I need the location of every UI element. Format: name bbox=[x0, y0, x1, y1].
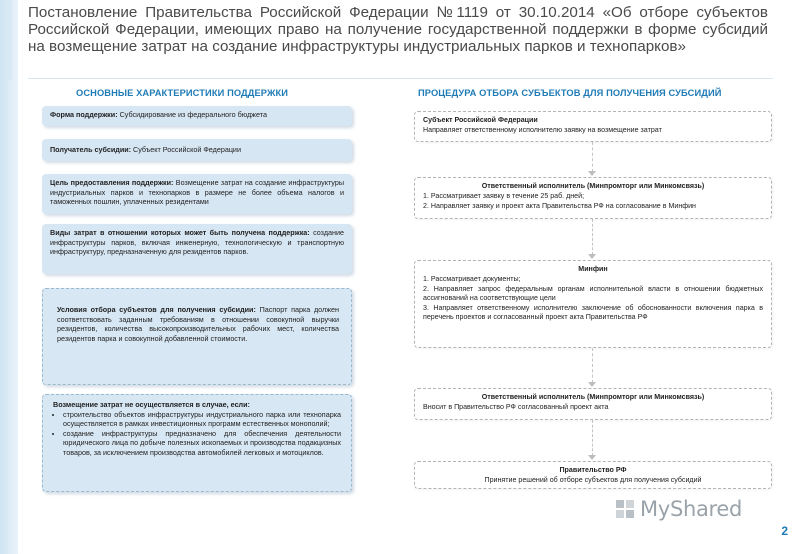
exclusion-item: • создание инфраструктуры предназначено для обеспечения деятельности юридического лица по добыче полезных ископаемых и производства подакцизных товаров, за исключением производства автомобилей легковых и мотоциклов. bbox=[63, 429, 341, 458]
myshared-logo-icon bbox=[616, 500, 634, 518]
step-box-minfin bbox=[414, 260, 772, 348]
flow-arrow-icon bbox=[588, 254, 596, 259]
step-box-executor-2 bbox=[414, 388, 772, 420]
step-item: 2. Направляет запрос федеральным органам исполнительной власти в отношении бюджетных ассигнований на соответствующие цели bbox=[423, 284, 763, 303]
flow-connector bbox=[592, 219, 593, 255]
flow-arrow-icon bbox=[588, 382, 596, 387]
conditions-text: Паспорт парка должен соответствовать заданным требованиям в отношении совокупной выручки резидентов, количества высокопроизводительных рабочих мест, количества резидентов парка и совокупной добавленной стоимости. bbox=[57, 305, 339, 343]
support-form-label: Форма поддержки: bbox=[50, 110, 118, 119]
step-title: Ответственный исполнитель (Минпромторг или Минкомсвязь) bbox=[481, 182, 705, 190]
support-form-text: Субсидирование из федерального бюджета bbox=[117, 110, 267, 119]
step-title: Субъект Российской Федерации bbox=[423, 116, 538, 124]
flow-connector bbox=[592, 420, 593, 456]
exclusions-box bbox=[42, 394, 352, 492]
recipient-label: Получатель субсидии: bbox=[50, 145, 132, 154]
flow-arrow-icon bbox=[588, 455, 596, 460]
step-item: Принятие решений об отборе субъектов для получения субсидий bbox=[484, 476, 702, 485]
cost-types-box bbox=[42, 224, 352, 274]
step-item: Вносит в Правительство РФ согласованный проект акта bbox=[423, 403, 609, 412]
exclusion-item: • строительство объектов инфраструктуры индустриального парка или технопарка осуществляется в рамках инвестиционных программ естественных монополий; bbox=[63, 410, 341, 429]
step-box-executor-1 bbox=[414, 177, 772, 219]
goal-text: Возмещение затрат на создание инфраструктуры индустриальных парков и технопарков в размере не более объема налогов и таможенных пошлин, уплаченных резидентами bbox=[50, 178, 344, 207]
right-section-heading: ПРОЦЕДУРА ОТБОРА СУБЪЕКТОВ ДЛЯ ПОЛУЧЕНИЯ СУБСИДИЙ bbox=[418, 88, 722, 98]
step-title: Минфин bbox=[578, 265, 608, 273]
flow-arrow-icon bbox=[588, 171, 596, 176]
page-number: 2 bbox=[781, 524, 788, 538]
step-item: 3. Направляет ответственному исполнителю заключение об обоснованности включения парка в перечень проектов и согласованный проект акта Правительства РФ bbox=[423, 303, 763, 322]
exclusions-label: Возмещение затрат не осуществляется в случае, если: bbox=[53, 400, 250, 409]
left-decor-bar bbox=[0, 0, 18, 554]
myshared-logo bbox=[616, 494, 742, 524]
support-form-box bbox=[42, 106, 352, 126]
recipient-box bbox=[42, 139, 352, 161]
step-item: Направляет ответственному исполнителю заявку на возмещение затрат bbox=[423, 126, 662, 135]
recipient-text: Субъект Российской Федерации bbox=[131, 145, 241, 154]
exclusions-list bbox=[53, 410, 341, 458]
flow-connector bbox=[592, 142, 593, 172]
step-title: Ответственный исполнитель (Минпромторг или Минкомсвязь) bbox=[481, 393, 705, 401]
cost-types-text: создание инфраструктуры парков, включая инженерную, технологическую и транспортную инфраструктуру, предназначенную для резидентов парков. bbox=[50, 228, 344, 257]
goal-box bbox=[42, 174, 352, 214]
conditions-label: Условия отбора субъектов для получения субсидии: bbox=[57, 305, 256, 314]
flow-connector bbox=[592, 348, 593, 383]
step-item: 2. Направляет заявку и проект акта Правительства РФ на согласование в Минфин bbox=[423, 201, 696, 210]
step-title: Правительство РФ bbox=[559, 466, 627, 474]
step-item: 1. Рассматривает документы; bbox=[423, 275, 521, 284]
goal-label: Цель предоставления поддержки: bbox=[50, 178, 174, 187]
conditions-box bbox=[42, 288, 352, 385]
left-section-heading: ОСНОВНЫЕ ХАРАКТЕРИСТИКИ ПОДДЕРЖКИ bbox=[76, 88, 289, 98]
slide-title: Постановление Правительства Российской Федерации №1119 от 30.10.2014 «Об отборе субъектов Российской Федерации, имеющих право на получение государственной поддержки в форме субсидий на возмещение затрат на создание инфраструктуры индустриальных парков и технопарков» bbox=[28, 4, 768, 55]
cost-types-label: Виды затрат в отношении которых может быть получена поддержка: bbox=[50, 228, 310, 237]
left-decor-tick bbox=[8, 0, 12, 80]
title-separator bbox=[28, 78, 773, 79]
step-item: 1. Рассматривает заявку в течение 25 раб. дней; bbox=[423, 192, 585, 201]
myshared-logo-text: MyShared bbox=[640, 497, 743, 521]
step-box-subject bbox=[414, 111, 772, 142]
step-box-government bbox=[414, 461, 772, 489]
